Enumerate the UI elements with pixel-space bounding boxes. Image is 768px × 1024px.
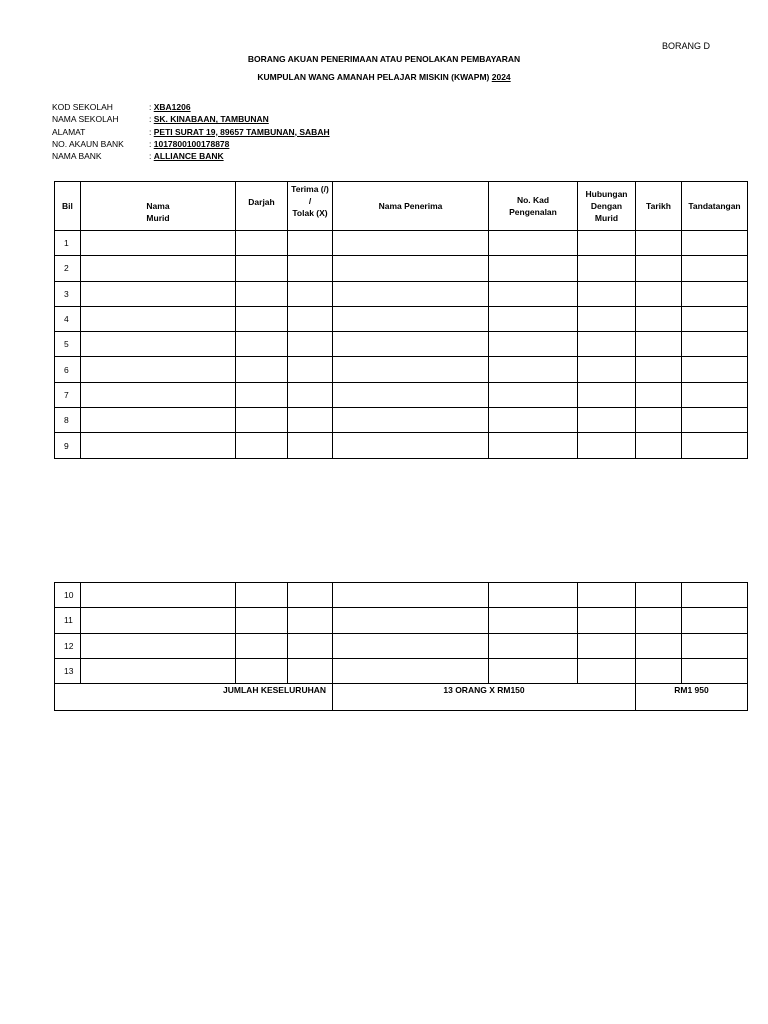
table-row xyxy=(55,332,748,357)
cell-hubungan[interactable] xyxy=(578,633,636,658)
cell-nama-penerima[interactable] xyxy=(333,433,489,458)
row-number: 10 xyxy=(55,583,81,608)
cell-hubungan[interactable] xyxy=(578,433,636,458)
cell-hubungan[interactable] xyxy=(578,256,636,281)
cell-terima-tolak[interactable] xyxy=(288,281,333,306)
cell-nama-penerima[interactable] xyxy=(333,382,489,407)
table-row xyxy=(55,281,748,306)
cell-darjah[interactable] xyxy=(236,583,288,608)
cell-hubungan[interactable] xyxy=(578,231,636,256)
cell-darjah[interactable] xyxy=(236,281,288,306)
cell-nama-penerima[interactable] xyxy=(333,408,489,433)
info-label: NAMA BANK xyxy=(52,151,102,162)
cell-nama-penerima[interactable] xyxy=(333,306,489,331)
cell-hubungan[interactable] xyxy=(578,658,636,683)
cell-hubungan[interactable] xyxy=(578,332,636,357)
cell-nama-murid[interactable] xyxy=(81,281,236,306)
cell-hubungan[interactable] xyxy=(578,306,636,331)
cell-nama-penerima[interactable] xyxy=(333,633,489,658)
cell-terima-tolak[interactable] xyxy=(288,633,333,658)
cell-tarikh[interactable] xyxy=(636,658,682,683)
cell-terima-tolak[interactable] xyxy=(288,357,333,382)
cell-no-kad[interactable] xyxy=(489,332,578,357)
cell-tarikh[interactable] xyxy=(636,583,682,608)
table-row xyxy=(55,433,748,458)
cell-nama-murid[interactable] xyxy=(81,608,236,633)
row-number: 13 xyxy=(55,658,81,683)
cell-terima-tolak[interactable] xyxy=(288,332,333,357)
school-info xyxy=(52,101,330,162)
cell-tandatangan[interactable] xyxy=(682,382,748,407)
cell-terima-tolak[interactable] xyxy=(288,256,333,281)
table-row xyxy=(55,357,748,382)
header-nama-murid xyxy=(81,182,236,231)
cell-darjah[interactable] xyxy=(236,332,288,357)
cell-nama-murid[interactable] xyxy=(81,332,236,357)
subtitle-text: KUMPULAN WANG AMANAH PELAJAR MISKIN (KWAPM) xyxy=(257,72,490,82)
cell-no-kad[interactable] xyxy=(489,256,578,281)
cell-nama-murid[interactable] xyxy=(81,231,236,256)
info-colon: : xyxy=(149,151,154,162)
cell-hubungan[interactable] xyxy=(578,281,636,306)
header-nama-penerima: Nama Penerima xyxy=(333,182,489,231)
cell-tandatangan[interactable] xyxy=(682,408,748,433)
header-nokad-line1: No. Kad xyxy=(516,195,550,205)
header-hubungan-line2: Dengan xyxy=(590,201,623,211)
cell-tandatangan[interactable] xyxy=(682,256,748,281)
info-label: NAMA SEKOLAH xyxy=(52,114,119,125)
header-hubungan xyxy=(578,182,636,231)
cell-nama-penerima[interactable] xyxy=(333,658,489,683)
row-number: 7 xyxy=(55,382,81,407)
table-row xyxy=(55,408,748,433)
form-subtitle xyxy=(0,72,768,82)
info-colon: : xyxy=(149,138,154,149)
cell-tandatangan[interactable] xyxy=(682,608,748,633)
cell-nama-murid[interactable] xyxy=(81,408,236,433)
cell-darjah[interactable] xyxy=(236,433,288,458)
header-no-kad xyxy=(489,182,578,231)
cell-tandatangan[interactable] xyxy=(682,633,748,658)
cell-tarikh[interactable] xyxy=(636,433,682,458)
cell-darjah[interactable] xyxy=(236,256,288,281)
cell-no-kad[interactable] xyxy=(489,382,578,407)
table-row xyxy=(55,608,748,633)
info-colon: : xyxy=(149,126,154,137)
form-code: BORANG D xyxy=(662,41,711,51)
cell-darjah[interactable] xyxy=(236,306,288,331)
cell-terima-tolak[interactable] xyxy=(288,408,333,433)
cell-darjah[interactable] xyxy=(236,382,288,407)
info-row-kod-sekolah xyxy=(52,101,330,113)
form-title: BORANG AKUAN PENERIMAAN ATAU PENOLAKAN PEMBAYARAN xyxy=(247,54,521,64)
cell-nama-murid[interactable] xyxy=(81,658,236,683)
cell-terima-tolak[interactable] xyxy=(288,583,333,608)
cell-no-kad[interactable] xyxy=(489,408,578,433)
cell-no-kad[interactable] xyxy=(489,658,578,683)
table-row xyxy=(55,658,748,683)
info-row-alamat xyxy=(52,126,330,138)
cell-nama-penerima[interactable] xyxy=(333,583,489,608)
recipient-table-page2 xyxy=(54,582,748,711)
cell-tandatangan[interactable] xyxy=(682,281,748,306)
row-number: 11 xyxy=(55,608,81,633)
form-year: 2024 xyxy=(491,72,511,82)
cell-no-kad[interactable] xyxy=(489,633,578,658)
total-calculation: 13 ORANG X RM150 xyxy=(333,684,636,711)
table-row xyxy=(55,382,748,407)
cell-tandatangan[interactable] xyxy=(682,658,748,683)
header-bil: Bil xyxy=(55,182,81,231)
cell-tarikh[interactable] xyxy=(636,382,682,407)
cell-nama-penerima[interactable] xyxy=(333,608,489,633)
info-row-no-akaun-bank xyxy=(52,138,330,150)
header-terima-line3: Tolak (X) xyxy=(292,208,328,218)
cell-tandatangan[interactable] xyxy=(682,433,748,458)
info-row-nama-bank xyxy=(52,150,330,162)
cell-tandatangan[interactable] xyxy=(682,583,748,608)
cell-nama-penerima[interactable] xyxy=(333,357,489,382)
info-row-nama-sekolah xyxy=(52,113,330,125)
table-row xyxy=(55,633,748,658)
cell-tarikh[interactable] xyxy=(636,357,682,382)
table-row xyxy=(55,583,748,608)
cell-hubungan[interactable] xyxy=(578,583,636,608)
row-number: 4 xyxy=(55,306,81,331)
row-number: 12 xyxy=(55,633,81,658)
cell-darjah[interactable] xyxy=(236,357,288,382)
total-row xyxy=(55,684,748,711)
cell-no-kad[interactable] xyxy=(489,357,578,382)
cell-darjah[interactable] xyxy=(236,408,288,433)
recipient-table-page1 xyxy=(54,181,748,459)
cell-nama-murid[interactable] xyxy=(81,583,236,608)
cell-tarikh[interactable] xyxy=(636,408,682,433)
cell-tarikh[interactable] xyxy=(636,306,682,331)
header-terima-line1: Terima (/) xyxy=(291,184,329,194)
cell-no-kad[interactable] xyxy=(489,433,578,458)
info-value: SK. KINABAAN, TAMBUNAN xyxy=(153,114,269,125)
header-nokad-line2: Pengenalan xyxy=(509,207,557,217)
cell-tandatangan[interactable] xyxy=(682,231,748,256)
cell-no-kad[interactable] xyxy=(489,608,578,633)
info-value: XBA1206 xyxy=(153,102,191,112)
cell-hubungan[interactable] xyxy=(578,608,636,633)
cell-nama-penerima[interactable] xyxy=(333,332,489,357)
cell-hubungan[interactable] xyxy=(578,408,636,433)
info-label: ALAMAT xyxy=(52,126,86,137)
header-terima-line2: / xyxy=(308,196,312,206)
cell-tarikh[interactable] xyxy=(636,256,682,281)
header-nama-line1: Nama xyxy=(146,201,170,211)
cell-nama-murid[interactable] xyxy=(81,306,236,331)
row-number: 5 xyxy=(55,332,81,357)
table-row xyxy=(55,306,748,331)
cell-nama-murid[interactable] xyxy=(81,256,236,281)
header-terima-tolak xyxy=(288,182,333,231)
cell-terima-tolak[interactable] xyxy=(288,382,333,407)
cell-nama-murid[interactable] xyxy=(81,382,236,407)
info-value: PETI SURAT 19, 89657 TAMBUNAN, SABAH xyxy=(153,126,330,137)
cell-nama-penerima[interactable] xyxy=(333,281,489,306)
header-hubungan-line1: Hubungan xyxy=(585,189,628,199)
cell-no-kad[interactable] xyxy=(489,306,578,331)
cell-no-kad[interactable] xyxy=(489,583,578,608)
info-colon: : xyxy=(149,114,154,125)
cell-tandatangan[interactable] xyxy=(682,306,748,331)
cell-terima-tolak[interactable] xyxy=(288,231,333,256)
cell-nama-penerima[interactable] xyxy=(333,256,489,281)
cell-tandatangan[interactable] xyxy=(682,357,748,382)
cell-tandatangan[interactable] xyxy=(682,332,748,357)
cell-tarikh[interactable] xyxy=(636,332,682,357)
info-value: 1017800100178878 xyxy=(153,138,230,149)
cell-nama-murid[interactable] xyxy=(81,357,236,382)
table-header-row xyxy=(55,182,748,231)
cell-hubungan[interactable] xyxy=(578,382,636,407)
total-amount: RM1 950 xyxy=(636,684,748,711)
cell-terima-tolak[interactable] xyxy=(288,658,333,683)
cell-terima-tolak[interactable] xyxy=(288,433,333,458)
cell-no-kad[interactable] xyxy=(489,231,578,256)
row-number: 8 xyxy=(55,408,81,433)
cell-darjah[interactable] xyxy=(236,608,288,633)
cell-darjah[interactable] xyxy=(236,658,288,683)
table-row xyxy=(55,256,748,281)
row-number: 3 xyxy=(55,281,81,306)
cell-nama-murid[interactable] xyxy=(81,633,236,658)
row-number: 9 xyxy=(55,433,81,458)
cell-tarikh[interactable] xyxy=(636,633,682,658)
header-hubungan-line3: Murid xyxy=(594,213,619,223)
cell-tarikh[interactable] xyxy=(636,608,682,633)
cell-tarikh[interactable] xyxy=(636,281,682,306)
header-tarikh: Tarikh xyxy=(636,182,682,231)
cell-nama-penerima[interactable] xyxy=(333,231,489,256)
cell-tarikh[interactable] xyxy=(636,231,682,256)
info-label: NO. AKAUN BANK xyxy=(52,138,124,149)
cell-no-kad[interactable] xyxy=(489,281,578,306)
header-darjah: Darjah xyxy=(236,182,288,231)
info-value: ALLIANCE BANK xyxy=(153,151,224,162)
cell-nama-murid[interactable] xyxy=(81,433,236,458)
cell-terima-tolak[interactable] xyxy=(288,608,333,633)
row-number: 2 xyxy=(55,256,81,281)
info-colon: : xyxy=(149,102,154,112)
row-number: 6 xyxy=(55,357,81,382)
table-row xyxy=(55,231,748,256)
cell-darjah[interactable] xyxy=(236,633,288,658)
header-tandatangan: Tandatangan xyxy=(682,182,748,231)
cell-terima-tolak[interactable] xyxy=(288,306,333,331)
info-label: KOD SEKOLAH xyxy=(52,102,113,112)
total-label: JUMLAH KESELURUHAN xyxy=(55,684,333,711)
cell-hubungan[interactable] xyxy=(578,357,636,382)
cell-darjah[interactable] xyxy=(236,231,288,256)
header-nama-line2: Murid xyxy=(146,213,170,223)
row-number: 1 xyxy=(55,231,81,256)
